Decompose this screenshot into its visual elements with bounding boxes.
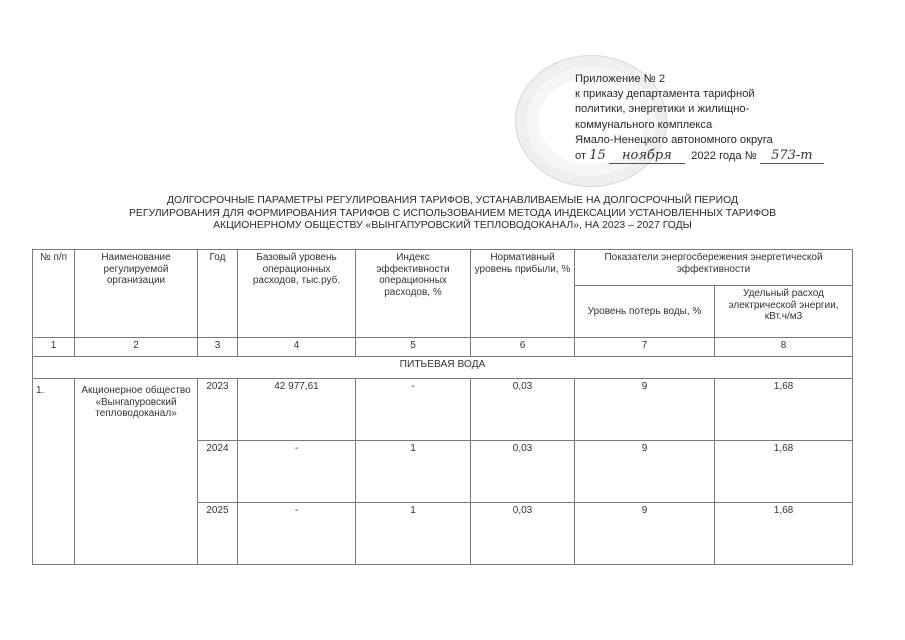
col-number: 2 bbox=[75, 338, 198, 357]
header-base-opex: Базовый уровень операционных расходов, тыс.руб. bbox=[238, 250, 356, 338]
column-number-row bbox=[33, 338, 853, 357]
appendix-line-3: политики, энергетики и жилищно- bbox=[575, 103, 750, 116]
col-number: 4 bbox=[238, 338, 356, 357]
cell-water-loss: 9 bbox=[575, 503, 715, 565]
cell-water-loss: 9 bbox=[575, 379, 715, 441]
cell-electricity: 1,68 bbox=[715, 379, 853, 441]
header-org: Наименование регулируемой организации bbox=[75, 250, 198, 338]
cell-base-opex: 42 977,61 bbox=[238, 379, 356, 441]
header-num: № п/п bbox=[33, 250, 75, 338]
from-label: от bbox=[575, 150, 587, 163]
header-year: Год bbox=[198, 250, 238, 338]
appendix-line-2: к приказу департамента тарифной bbox=[575, 88, 755, 101]
cell-year: 2023 bbox=[198, 379, 238, 441]
cell-electricity: 1,68 bbox=[715, 503, 853, 565]
cell-efficiency-index: - bbox=[356, 379, 471, 441]
title-line-3: АКЦИОНЕРНОМУ ОБЩЕСТВУ «ВЫНГАПУРОВСКИЙ ТЕПЛОВОДОКАНАЛ», НА 2023 – 2027 ГОДЫ bbox=[213, 220, 692, 232]
handwritten-day: 15 bbox=[589, 148, 606, 164]
section-row bbox=[33, 357, 853, 379]
col-number: 5 bbox=[356, 338, 471, 357]
cell-year: 2024 bbox=[198, 441, 238, 503]
appendix-line-4: коммунального комплекса bbox=[575, 118, 713, 131]
title-line-2: РЕГУЛИРОВАНИЯ ДЛЯ ФОРМИРОВАНИЯ ТАРИФОВ С ИСПОЛЬЗОВАНИЕМ МЕТОДА ИНДЕКСАЦИИ УСТАНОВЛЕННЫХ ТАРИФОВ bbox=[128, 207, 777, 219]
cell-efficiency-index: 1 bbox=[356, 503, 471, 565]
header-energy-group: Показатели энергосбережения энергетической эффективности bbox=[575, 250, 853, 286]
appendix-header bbox=[575, 72, 875, 164]
col-number: 8 bbox=[715, 338, 853, 357]
header-profit-level: Нормативный уровень прибыли, % bbox=[471, 250, 575, 338]
document-title bbox=[20, 195, 885, 233]
title-line-1: ДОЛГОСРОЧНЫЕ ПАРАМЕТРЫ РЕГУЛИРОВАНИЯ ТАРИФОВ, УСТАНАВЛИВАЕМЫЕ НА ДОЛГОСРОЧНЫЙ ПЕРИОД bbox=[166, 195, 738, 206]
cell-profit-level: 0,03 bbox=[471, 441, 575, 503]
tariff-parameters-table bbox=[32, 249, 853, 565]
cell-profit-level: 0,03 bbox=[471, 503, 575, 565]
cell-efficiency-index: 1 bbox=[356, 441, 471, 503]
cell-electricity: 1,68 bbox=[715, 441, 853, 503]
table-row bbox=[33, 379, 853, 441]
year-label: 2022 года № bbox=[691, 150, 757, 163]
appendix-date-line bbox=[575, 148, 875, 164]
appendix-line-1: Приложение № 2 bbox=[575, 73, 666, 85]
header-row-1 bbox=[33, 250, 853, 286]
cell-base-opex: - bbox=[238, 441, 356, 503]
appendix-line-5: Ямало-Ненецкого автономного округа bbox=[575, 133, 773, 146]
header-water-loss: Уровень потерь воды, % bbox=[575, 286, 715, 338]
organization-name: Акционерное общество «Вынгапуровский тепловодоканал» bbox=[75, 379, 198, 565]
col-number: 6 bbox=[471, 338, 575, 357]
handwritten-order-number: 573-т bbox=[760, 148, 824, 164]
cell-base-opex: - bbox=[238, 503, 356, 565]
section-title: ПИТЬЕВАЯ ВОДА bbox=[33, 357, 853, 379]
col-number: 1 bbox=[33, 338, 75, 357]
cell-water-loss: 9 bbox=[575, 441, 715, 503]
row-index: 1. bbox=[33, 379, 75, 565]
cell-profit-level: 0,03 bbox=[471, 379, 575, 441]
header-efficiency-index: Индекс эффективности операционных расходов, % bbox=[356, 250, 471, 338]
col-number: 3 bbox=[198, 338, 238, 357]
col-number: 7 bbox=[575, 338, 715, 357]
handwritten-month: ноября bbox=[609, 148, 685, 164]
cell-year: 2025 bbox=[198, 503, 238, 565]
header-electricity: Удельный расход электрической энергии, кВт.ч/м3 bbox=[715, 286, 853, 338]
